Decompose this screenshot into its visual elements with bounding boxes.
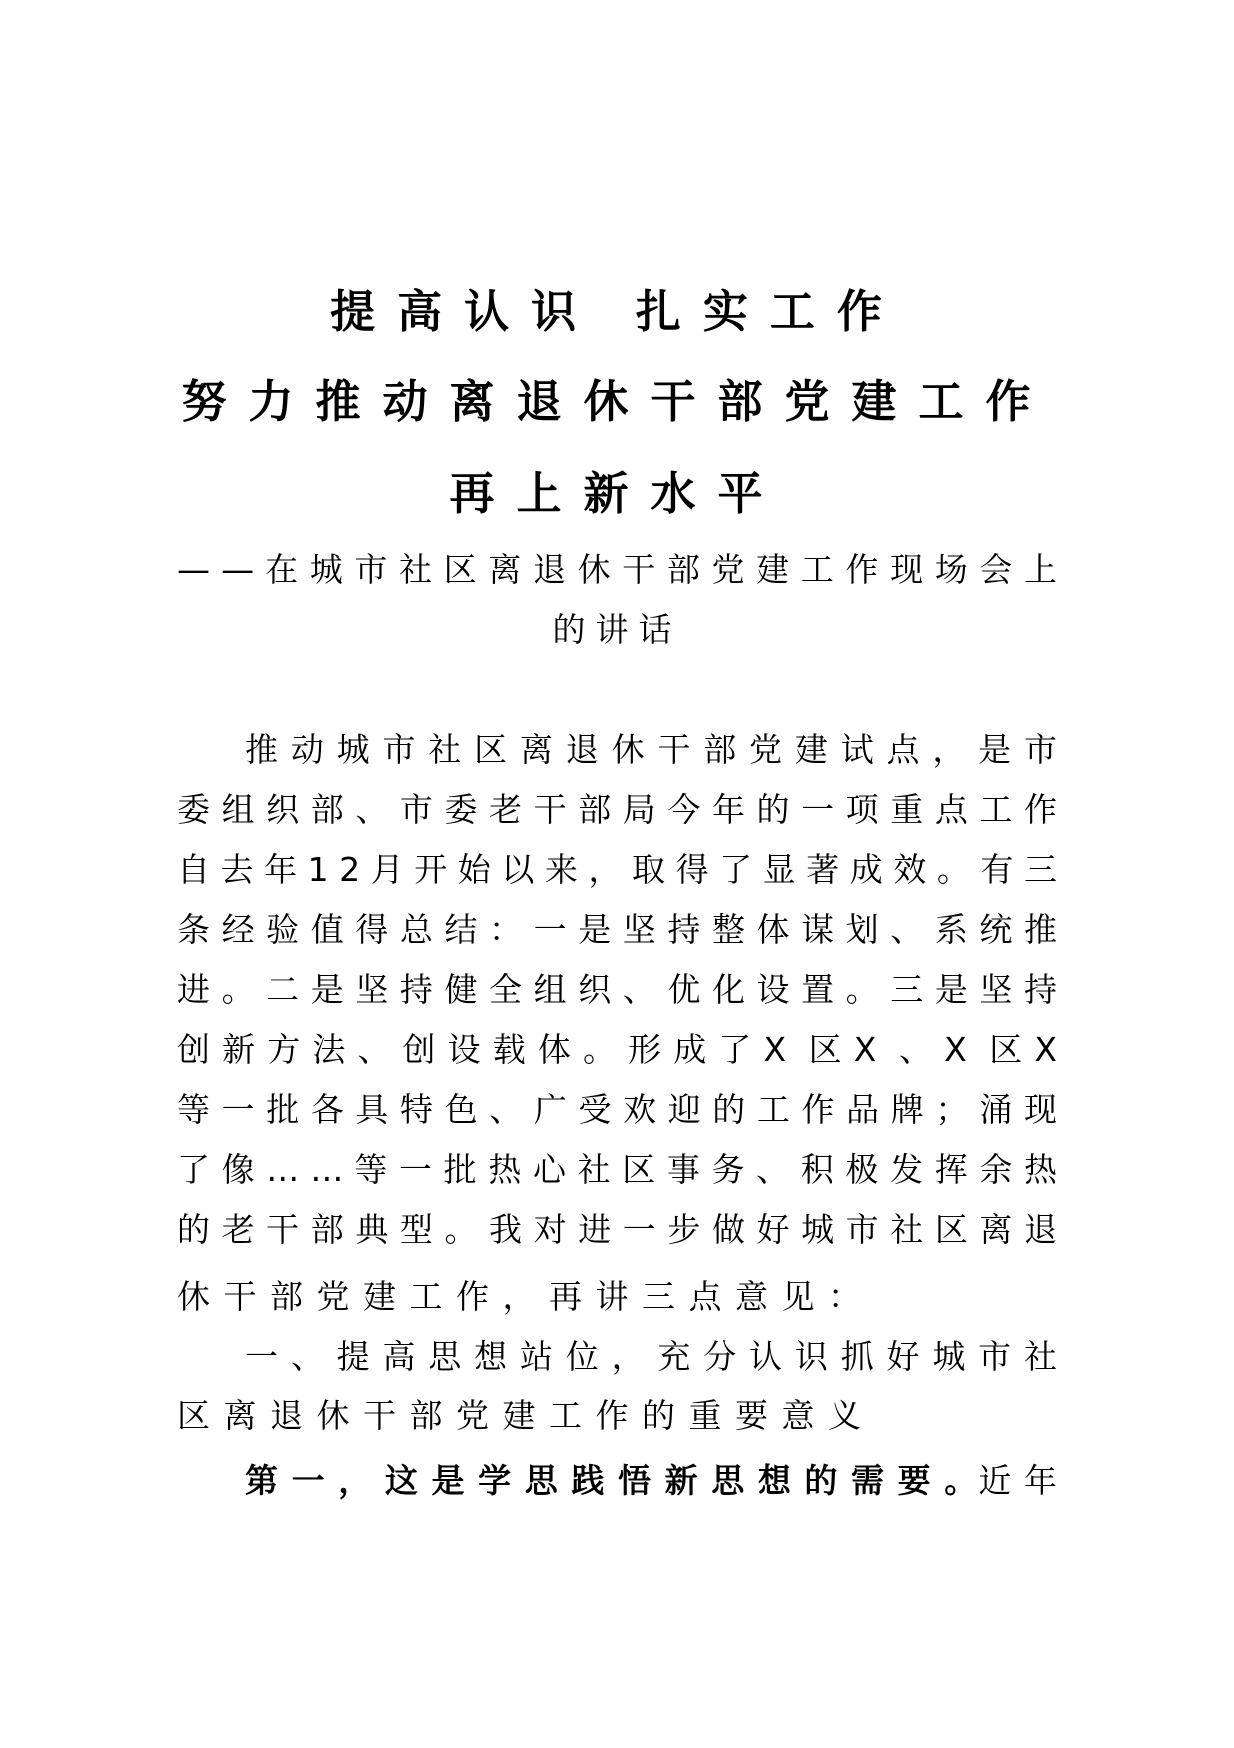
- point-1-paragraph: [177, 1451, 1057, 1511]
- document-title-line-3: 再上新水平: [449, 467, 785, 520]
- body-line: 了​ 像​ …​ …​ 等​ 一​ 批​ 热​ 心​ 社​ 区​ 事​ 务​ 、​ 积​ 极​ 发​ 挥​ 余​ 热: [177, 1150, 1057, 1189]
- body-line: 休干部党建工作，再讲三点意见：: [177, 1277, 875, 1316]
- body-line: 推​ 动​ 城​ 市​ 社​ 区​ 离​ 退​ 休​ 干​ 部​ 党​ 建​ 试​ 点​ ，​ 是​ 市: [245, 730, 1057, 769]
- body-line: 条​ 经​ 验​ 值​ 得​ 总​ 结​ ：​ 一​ 是​ 坚​ 持​ 整​ 体​ 谋​ 划​ 、​ 系​ 统​ 推: [177, 910, 1057, 949]
- body-line: 委​ 组​ 织​ 部​ 、​ 市​ 委​ 老​ 干​ 部​ 局​ 今​ 年​ 的​ 一​ 项​ 重​ 点​ 工​ 作: [177, 790, 1057, 829]
- body-line: 等​ 一​ 批​ 各​ 具​ 特​ 色​ 、​ 广​ 受​ 欢​ 迎​ 的​ 工​ 作​ 品​ 牌​ ；​ 涌​ 现: [177, 1090, 1057, 1129]
- body-line: 的​ 老​ 干​ 部​ 典​ 型​ 。​ 我​ 对​ 进​ 一​ 步​ 做​ 好​ 城​ 市​ 社​ 区​ 离​ 退: [177, 1210, 1057, 1249]
- point-1-lead: 第​ 一​ ，​ 这​ 是​ 学​ 思​ 践​ 悟​ 新​ 思​ 想​ 的​ 需​ 要​ 。: [245, 1461, 979, 1500]
- body-line: 创​ 新​ 方​ 法​ 、​ 创​ 设​ 载​ 体​ 。​ 形​ 成​ 了​ X​ ​ 区​ X​ ​ 、​ X​ ​ 区​ X: [177, 1030, 1057, 1069]
- subtitle-line-2: 的讲话: [552, 610, 682, 649]
- subtitle-line-1: —​ —​ 在​ 城​ 市​ 社​ 区​ 离​ 退​ 休​ 干​ 部​ 党​ 建​ 工​ 作​ 现​ 场​ 会​ 上: [177, 550, 1057, 589]
- body-line: 进​ 。​ 二​ 是​ 坚​ 持​ 健​ 全​ 组​ 织​ 、​ 优​ 化​ 设​ 置​ 。​ 三​ 是​ 坚​ 持: [177, 970, 1057, 1009]
- document-title-line-1: 提高认识 扎实工作: [330, 285, 904, 338]
- body-line: 自​ 去​ 年​ 1​ 2​ 月​ 开​ 始​ 以​ 来​ ，​ 取​ 得​ 了​ 显​ 著​ 成​ 效​ 。​ 有​ 三: [177, 850, 1057, 889]
- point-1-text: 近​ 年: [978, 1461, 1057, 1500]
- heading-line: 区离退休干部党建工作的重要意义: [177, 1396, 875, 1435]
- document-title-line-2: 努力推动离退休干部党建工作: [181, 375, 1053, 428]
- heading-line: 一​ 、​ 提​ 高​ 思​ 想​ 站​ 位​ ，​ 充​ 分​ 认​ 识​ 抓​ 好​ 城​ 市​ 社: [245, 1337, 1057, 1376]
